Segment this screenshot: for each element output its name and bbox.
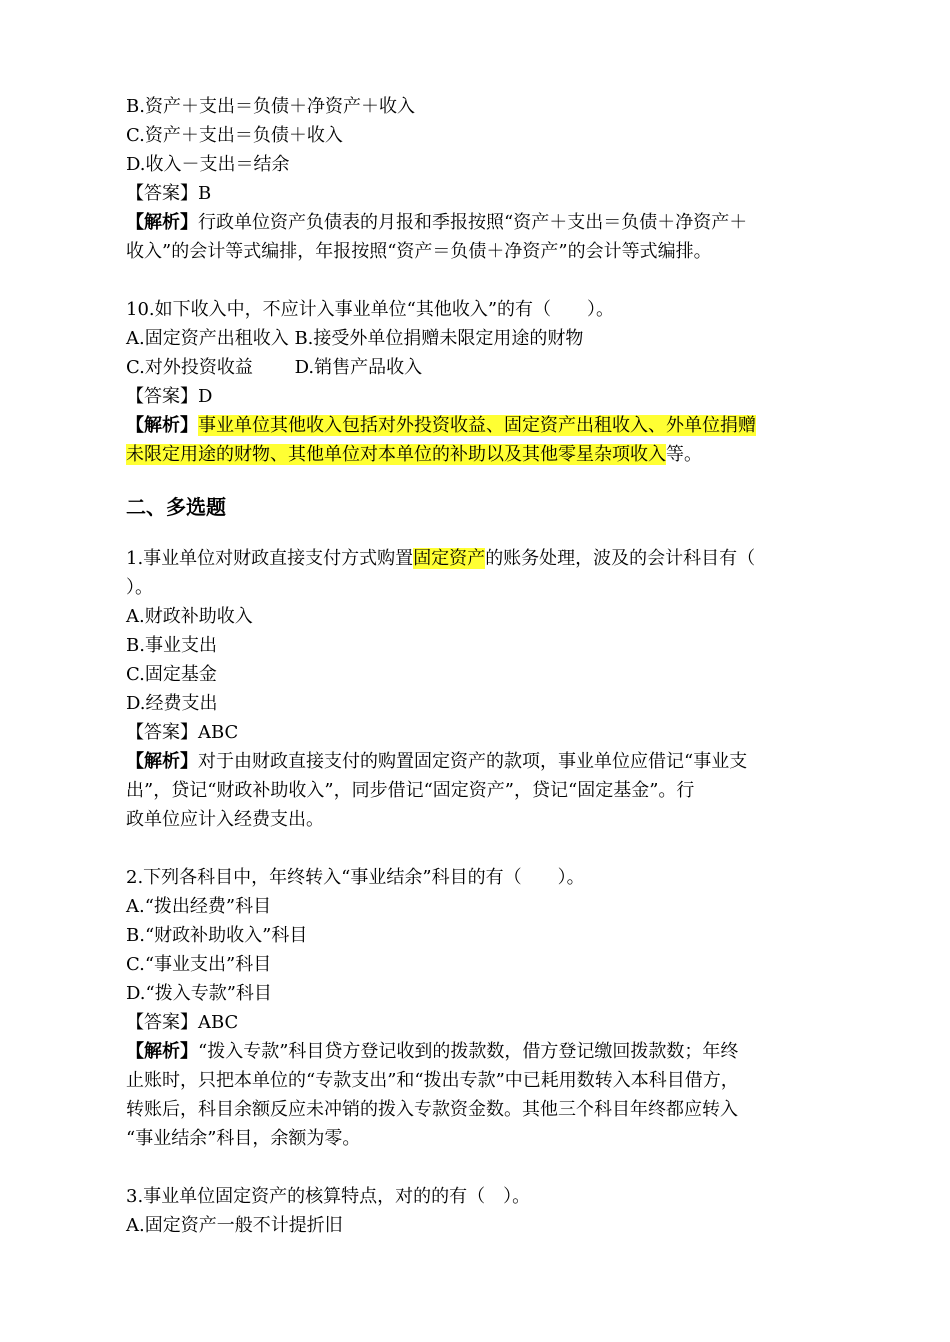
q9-analysis-2: 收入”的会计等式编排，年报按照“资产＝负债＋净资产”的会计等式编排。 <box>126 241 712 262</box>
analysis-label: 【解析】 <box>126 415 198 436</box>
m1-question-cont: ）。 <box>126 577 153 598</box>
answer-value: ABC <box>198 1012 239 1033</box>
m1-question: 1.事业单位对财政直接支付方式购置固定资产的账务处理，波及的会计科目有（ <box>126 548 756 569</box>
answer-label: 【答案】 <box>126 722 198 743</box>
highlighted-text: 未限定用途的财物、其他单位对本单位的补助以及其他零星杂项收入 <box>126 444 666 465</box>
answer-label: 【答案】 <box>126 1012 198 1033</box>
m3-question: 3.事业单位固定资产的核算特点，对的的有（ ）。 <box>126 1186 531 1207</box>
m1-analysis-2: 出”，贷记“财政补助收入”，同步借记“固定资产”，贷记“固定基金”。行 <box>126 780 695 801</box>
m2-option-c: C.“事业支出”科目 <box>126 954 272 975</box>
m2-analysis-4: “事业结余”科目，余额为零。 <box>126 1128 361 1149</box>
answer-value: B <box>198 183 212 204</box>
m2-analysis-3: 转账后，科目余额反应未冲销的拨入专款资金数。其他三个科目年终都应转入 <box>126 1099 738 1120</box>
m2-question: 2.下列各科目中，年终转入“事业结余”科目的有（ ）。 <box>126 867 585 888</box>
document-content <box>126 92 830 1240</box>
m1-option-a: A.财政补助收入 <box>126 606 253 627</box>
section-heading: 二、多选题 <box>126 495 226 519</box>
highlighted-text: 事业单位其他收入包括对外投资收益、固定资产出租收入、外单位捐赠 <box>198 415 756 436</box>
q10-options-2: C.对外投资收益 D.销售产品收入 <box>126 357 423 378</box>
m1-option-c: C.固定基金 <box>126 664 217 685</box>
answer-label: 【答案】 <box>126 183 198 204</box>
spacer <box>126 266 830 295</box>
answer-value: ABC <box>198 722 239 743</box>
m2-answer <box>126 1008 830 1037</box>
q9-option-c: C.资产＋支出＝负债＋收入 <box>126 125 343 146</box>
q9-option-d: D.收入－支出＝结余 <box>126 154 290 175</box>
m2-analysis-1: 【解析】“拨入专款”科目贷方登记收到的拨款数，借方登记缴回拨款数；年终 <box>126 1041 739 1062</box>
m2-option-b: B.“财政补助收入”科目 <box>126 925 308 946</box>
q10-answer <box>126 382 830 411</box>
spacer <box>126 1153 830 1182</box>
m1-answer <box>126 718 830 747</box>
q9-analysis-1: 【解析】行政单位资产负债表的月报和季报按照“资产＋支出＝负债＋净资产＋ <box>126 212 748 233</box>
q10-analysis-2: 未限定用途的财物、其他单位对本单位的补助以及其他零星杂项收入等。 <box>126 444 702 465</box>
analysis-label: 【解析】 <box>126 1041 198 1062</box>
spacer <box>126 834 830 863</box>
m1-option-d: D.经费支出 <box>126 693 218 714</box>
m1-analysis-1: 【解析】对于由财政直接支付的购置固定资产的款项，事业单位应借记“事业支 <box>126 751 748 772</box>
analysis-label: 【解析】 <box>126 751 198 772</box>
m3-option-a: A.固定资产一般不计提折旧 <box>126 1215 343 1236</box>
m1-option-b: B.事业支出 <box>126 635 217 656</box>
q10-analysis-1 <box>126 411 830 440</box>
answer-label: 【答案】 <box>126 386 198 407</box>
m2-option-a: A.“拨出经费”科目 <box>126 896 272 917</box>
q10-options-1: A.固定资产出租收入 B.接受外单位捐赠未限定用途的财物 <box>126 328 584 349</box>
highlighted-text: 固定资产 <box>413 548 486 569</box>
q10-question: 10.如下收入中，不应计入事业单位“其他收入”的有（ ）。 <box>126 299 615 320</box>
q9-answer <box>126 179 830 208</box>
analysis-label: 【解析】 <box>126 212 198 233</box>
m2-option-d: D.“拨入专款”科目 <box>126 983 272 1004</box>
q9-option-b: B.资产＋支出＝负债＋净资产＋收入 <box>126 96 415 117</box>
m1-analysis-3: 政单位应计入经费支出。 <box>126 809 324 830</box>
answer-value: D <box>198 386 213 407</box>
m2-analysis-2: 止账时，只把本单位的“专款支出”和“拨出专款”中已耗用数转入本科目借方， <box>126 1070 739 1091</box>
